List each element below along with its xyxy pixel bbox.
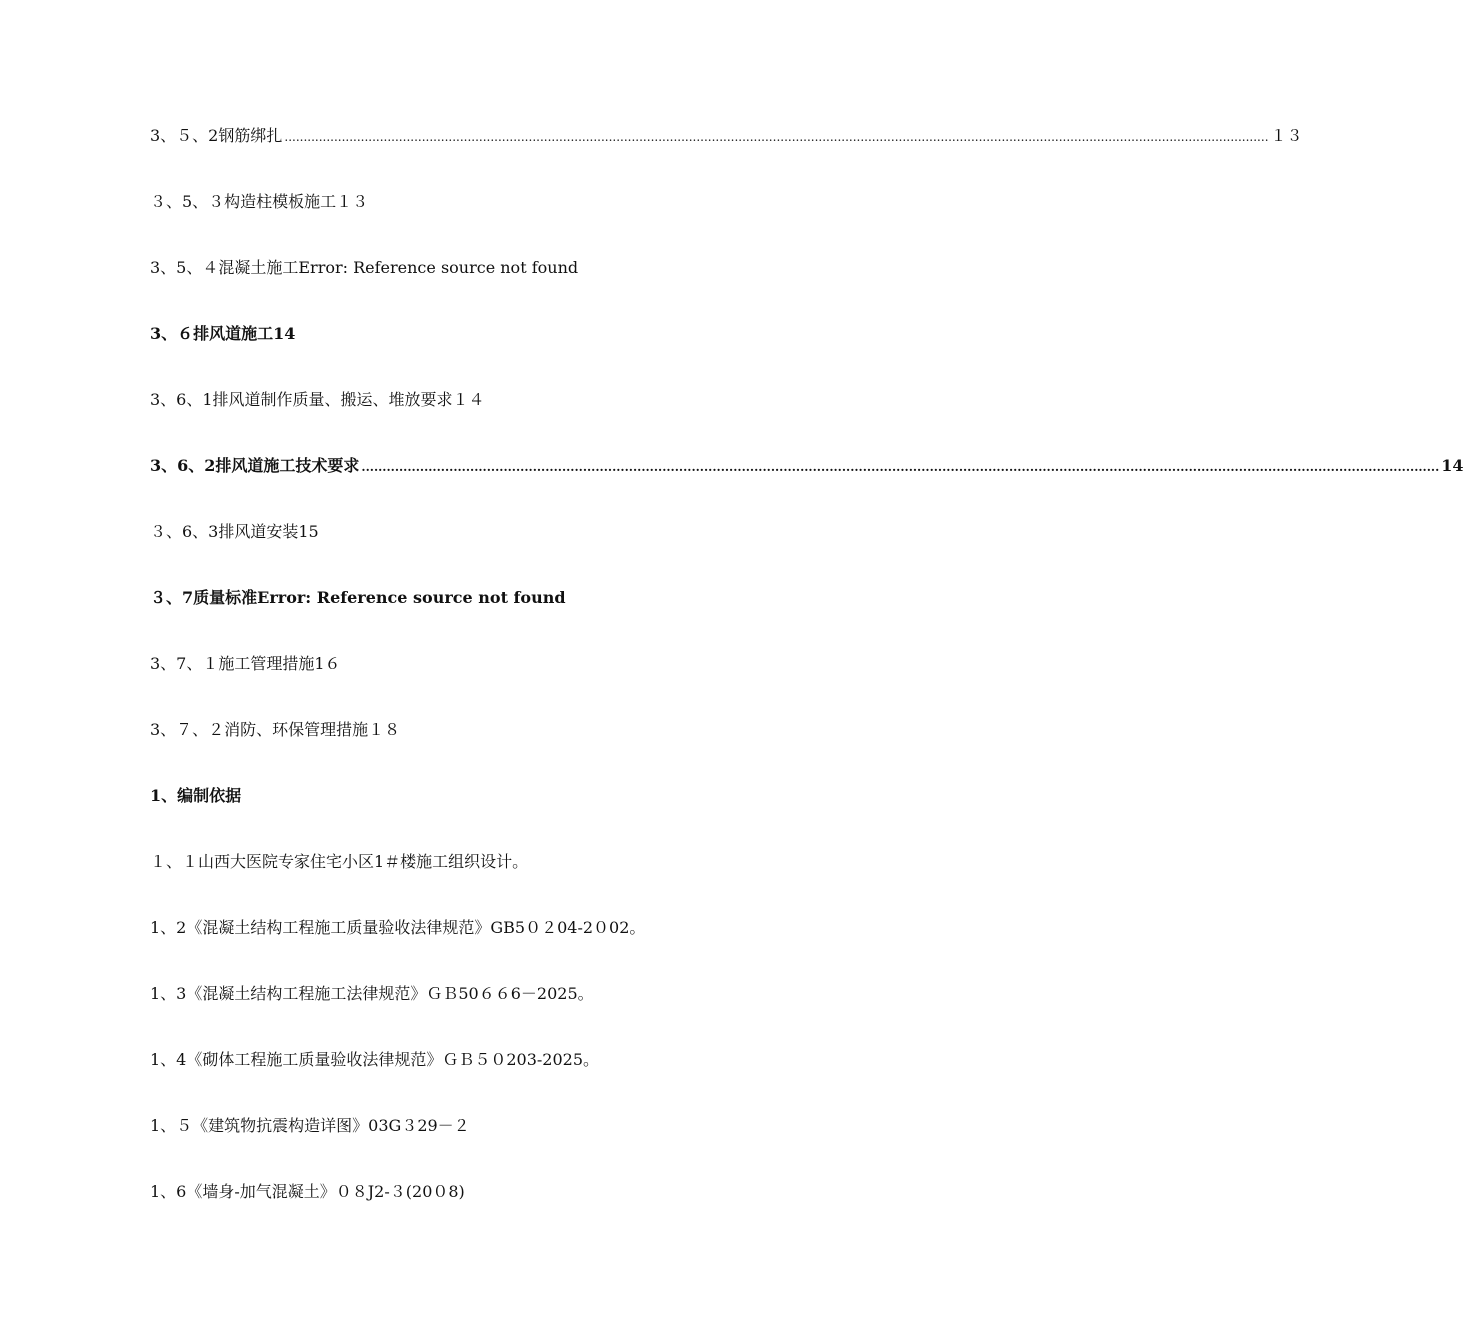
reference-item-text: 1、6《墙身-加气混凝土》０８J2-３(20０8): [150, 1182, 465, 1201]
reference-item: [150, 1114, 860, 1138]
toc-entry-title: 3、7、１施工管理措施1６: [150, 654, 341, 673]
toc-entry[interactable]: [150, 586, 860, 610]
toc-entry-title: 3、6、1排风道制作质量、搬运、堆放要求１４: [150, 390, 485, 409]
toc-entry-title: 3、６排风道施工14: [150, 324, 296, 343]
toc-entry[interactable]: [150, 388, 860, 412]
toc-entry-title: 3、７、２消防、环保管理措施１８: [150, 720, 401, 739]
section-heading: [150, 784, 860, 808]
toc-entry-title: ３、5、３构造柱模板施工１３: [150, 192, 369, 211]
toc-entry[interactable]: [150, 718, 860, 742]
reference-item-text: 1、５《建筑物抗震构造详图》03G３29－２: [150, 1116, 470, 1135]
toc-entry[interactable]: [150, 652, 860, 676]
toc-leader-dots: ..................................................................................................................................................................................................................................................................: [284, 130, 1269, 144]
toc-entry-title: 3、6、2排风道施工技术要求: [150, 456, 360, 475]
reference-item-text: 1、4《砌体工程施工质量验收法律规范》ＧＢ５０203-2025。: [150, 1050, 600, 1069]
toc-entry[interactable]: [150, 190, 860, 214]
reference-item: [150, 850, 860, 874]
toc-entry-title: ３、6、3排风道安装15: [150, 522, 319, 541]
reference-item-text: １、１山西大医院专家住宅小区1＃楼施工组织设计。: [150, 852, 529, 871]
toc-entry[interactable]: [150, 520, 860, 544]
toc-entry-title: 3、５、2钢筋绑扎: [150, 126, 283, 145]
section-heading-text: 1、编制依据: [150, 786, 242, 805]
toc-entry-title: ３、7质量标准Error: Reference source not found: [150, 588, 566, 607]
toc-entry[interactable]: [150, 454, 1464, 478]
reference-item: [150, 916, 860, 940]
toc-entry[interactable]: [150, 256, 860, 280]
reference-item: [150, 1048, 860, 1072]
toc-leader-dots: ..................................................................................................................................................................................................................................................................: [361, 460, 1440, 474]
toc-entry[interactable]: [150, 124, 1303, 148]
reference-item-text: 1、3《混凝土结构工程施工法律规范》ＧＢ50６６6－2025。: [150, 984, 594, 1003]
toc-entry-page: １３: [1270, 126, 1303, 145]
toc-entry[interactable]: [150, 322, 860, 346]
toc-entry-page: 14: [1441, 456, 1464, 475]
reference-item: [150, 982, 860, 1006]
reference-item-text: 1、2《混凝土结构工程施工质量验收法律规范》GB5０２04-2０02。: [150, 918, 646, 937]
reference-item: [150, 1180, 860, 1204]
toc-entry-title: 3、5、４混凝土施工Error: Reference source not found: [150, 258, 579, 277]
